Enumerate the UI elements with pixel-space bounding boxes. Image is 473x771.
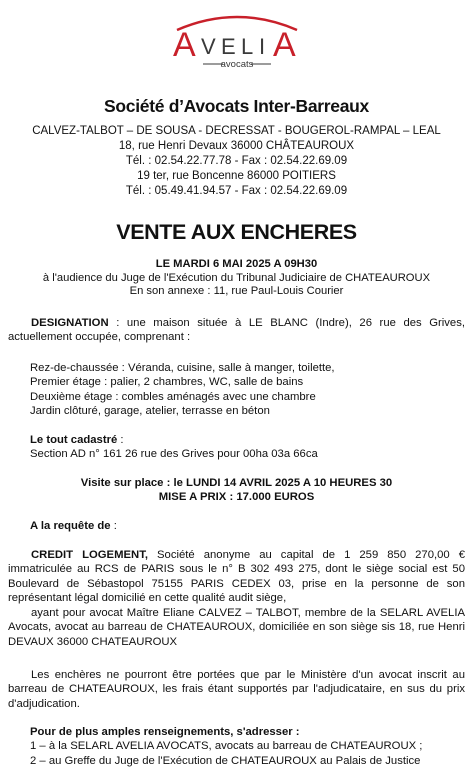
sale-date-block xyxy=(10,258,463,299)
requete-heading xyxy=(8,519,473,533)
sale-hearing: à l'audience du Juge de l'Exécution du Tribunal Judiciaire de CHATEAUROUX xyxy=(42,271,431,284)
logo-letter-e: E xyxy=(220,34,236,59)
info-heading: Pour de plus amples renseignements, s'adresser : xyxy=(30,726,300,738)
room-second-floor: Deuxième étage : combles aménagés avec une chambre xyxy=(30,390,316,403)
sale-date: LE MARDI 6 MAI 2025 A 09H30 xyxy=(155,258,318,270)
room-first-floor: Premier étage : palier, 2 chambres, WC, salle de bains xyxy=(30,376,304,389)
info-item-2: 2 – au Greffe du Juge de l'Exécution de CHATEAUROUX au Palais de Justice xyxy=(30,754,421,767)
room-ground-floor: Rez-de-chaussée : Véranda, cuisine, salle à manger, toilette, xyxy=(30,362,335,374)
auction-notice: Les enchères ne pourront être portées que par le Ministère d'un avocat inscrit au barreau de CHATEAUROUX, les frais étant supportés par l'adjudicataire, en sus du prix d'adjudication. xyxy=(8,669,465,710)
visit-date: Visite sur place : le LUNDI 14 AVRIL 2025 A 10 HEURES 30 xyxy=(80,477,393,489)
firm-phone-poitiers: Tél. : 05.49.41.94.57 - Fax : 02.54.22.69.09 xyxy=(125,185,348,197)
avelia-logo xyxy=(0,8,473,70)
sale-heading: VENTE AUX ENCHERES xyxy=(116,220,357,244)
starting-price: MISE A PRIX : 17.000 EUROS xyxy=(158,490,315,503)
firm-address-chateauroux: 18, rue Henri Devaux 36000 CHÂTEAUROUX xyxy=(118,140,355,152)
info-item-1: 1 – à la SELARL AVELIA AVOCATS, avocats au barreau de CHATEAUROUX ; xyxy=(30,740,423,753)
visit-block xyxy=(10,477,463,504)
logo-letter-v: V xyxy=(200,34,216,59)
cadastre-colon: : xyxy=(117,434,124,446)
firm-phone-chateauroux: Tél. : 02.54.22.77.78 - Fax : 02.54.22.69.09 xyxy=(125,155,348,167)
cadastre-label: Le tout cadastré xyxy=(30,434,118,446)
creditor-text: Société anonyme au capital de 1 259 850 270,00 € immatriculée au RCS de PARIS sous le n° B 302 493 275, dont le siège social est 50 Boulevard de Sébastopol 75155 PARIS CEDEX 03, prise en la personne de son représentant légal domicilié en cette qualité audit siège, xyxy=(8,549,466,605)
creditor-name: CREDIT LOGEMENT, xyxy=(31,549,148,561)
requete-label: A la requête de xyxy=(30,520,111,532)
rooms-list xyxy=(8,361,473,419)
designation-text: : une maison située à LE BLANC (Indre), 26 rue des Grives, actuellement occupée, comprenant : xyxy=(8,317,465,344)
creditor-paragraph xyxy=(8,548,465,606)
firm-members: CALVEZ-TALBOT – DE SOUSA - DECRESSAT - BOUGEROL-RAMPAL – LEAL xyxy=(32,125,441,137)
firm-address-poitiers: 19 ter, rue Boncenne 86000 POITIERS xyxy=(137,170,336,182)
sale-annex: En son annexe : 11, rue Paul-Louis Courier xyxy=(129,285,344,297)
designation-label: DESIGNATION xyxy=(31,317,109,329)
avelia-logo-graphic xyxy=(137,8,337,70)
logo-tagline: avocats xyxy=(220,59,253,70)
room-garden: Jardin clôturé, garage, atelier, terrasse en béton xyxy=(30,405,270,418)
cadastre-heading xyxy=(30,433,473,447)
cadastre-section: Section AD n° 161 26 rue des Grives pour 00ha 03a 66ca xyxy=(30,448,318,461)
creditor-lawyer: ayant pour avocat Maître Eliane CALVEZ – TALBOT, membre de la SELARL AVELIA Avocats, avocat au barreau de CHATEAUROUX, domiciliée en son siège sis 18, rue Henri DEVAUX 36000 CHATEAUROUX xyxy=(8,607,465,648)
logo-letter-a2: A xyxy=(272,26,296,64)
logo-letter-l: L xyxy=(240,34,253,59)
firm-title: Société d’Avocats Inter-Barreaux xyxy=(104,96,369,116)
cadastre-block xyxy=(8,433,473,462)
firm-address-block xyxy=(10,124,463,199)
designation-paragraph xyxy=(8,316,465,345)
logo-letter-i: I xyxy=(258,34,265,59)
info-block xyxy=(8,725,473,768)
requete-colon: : xyxy=(110,520,117,532)
logo-letter-a1: A xyxy=(172,26,196,64)
